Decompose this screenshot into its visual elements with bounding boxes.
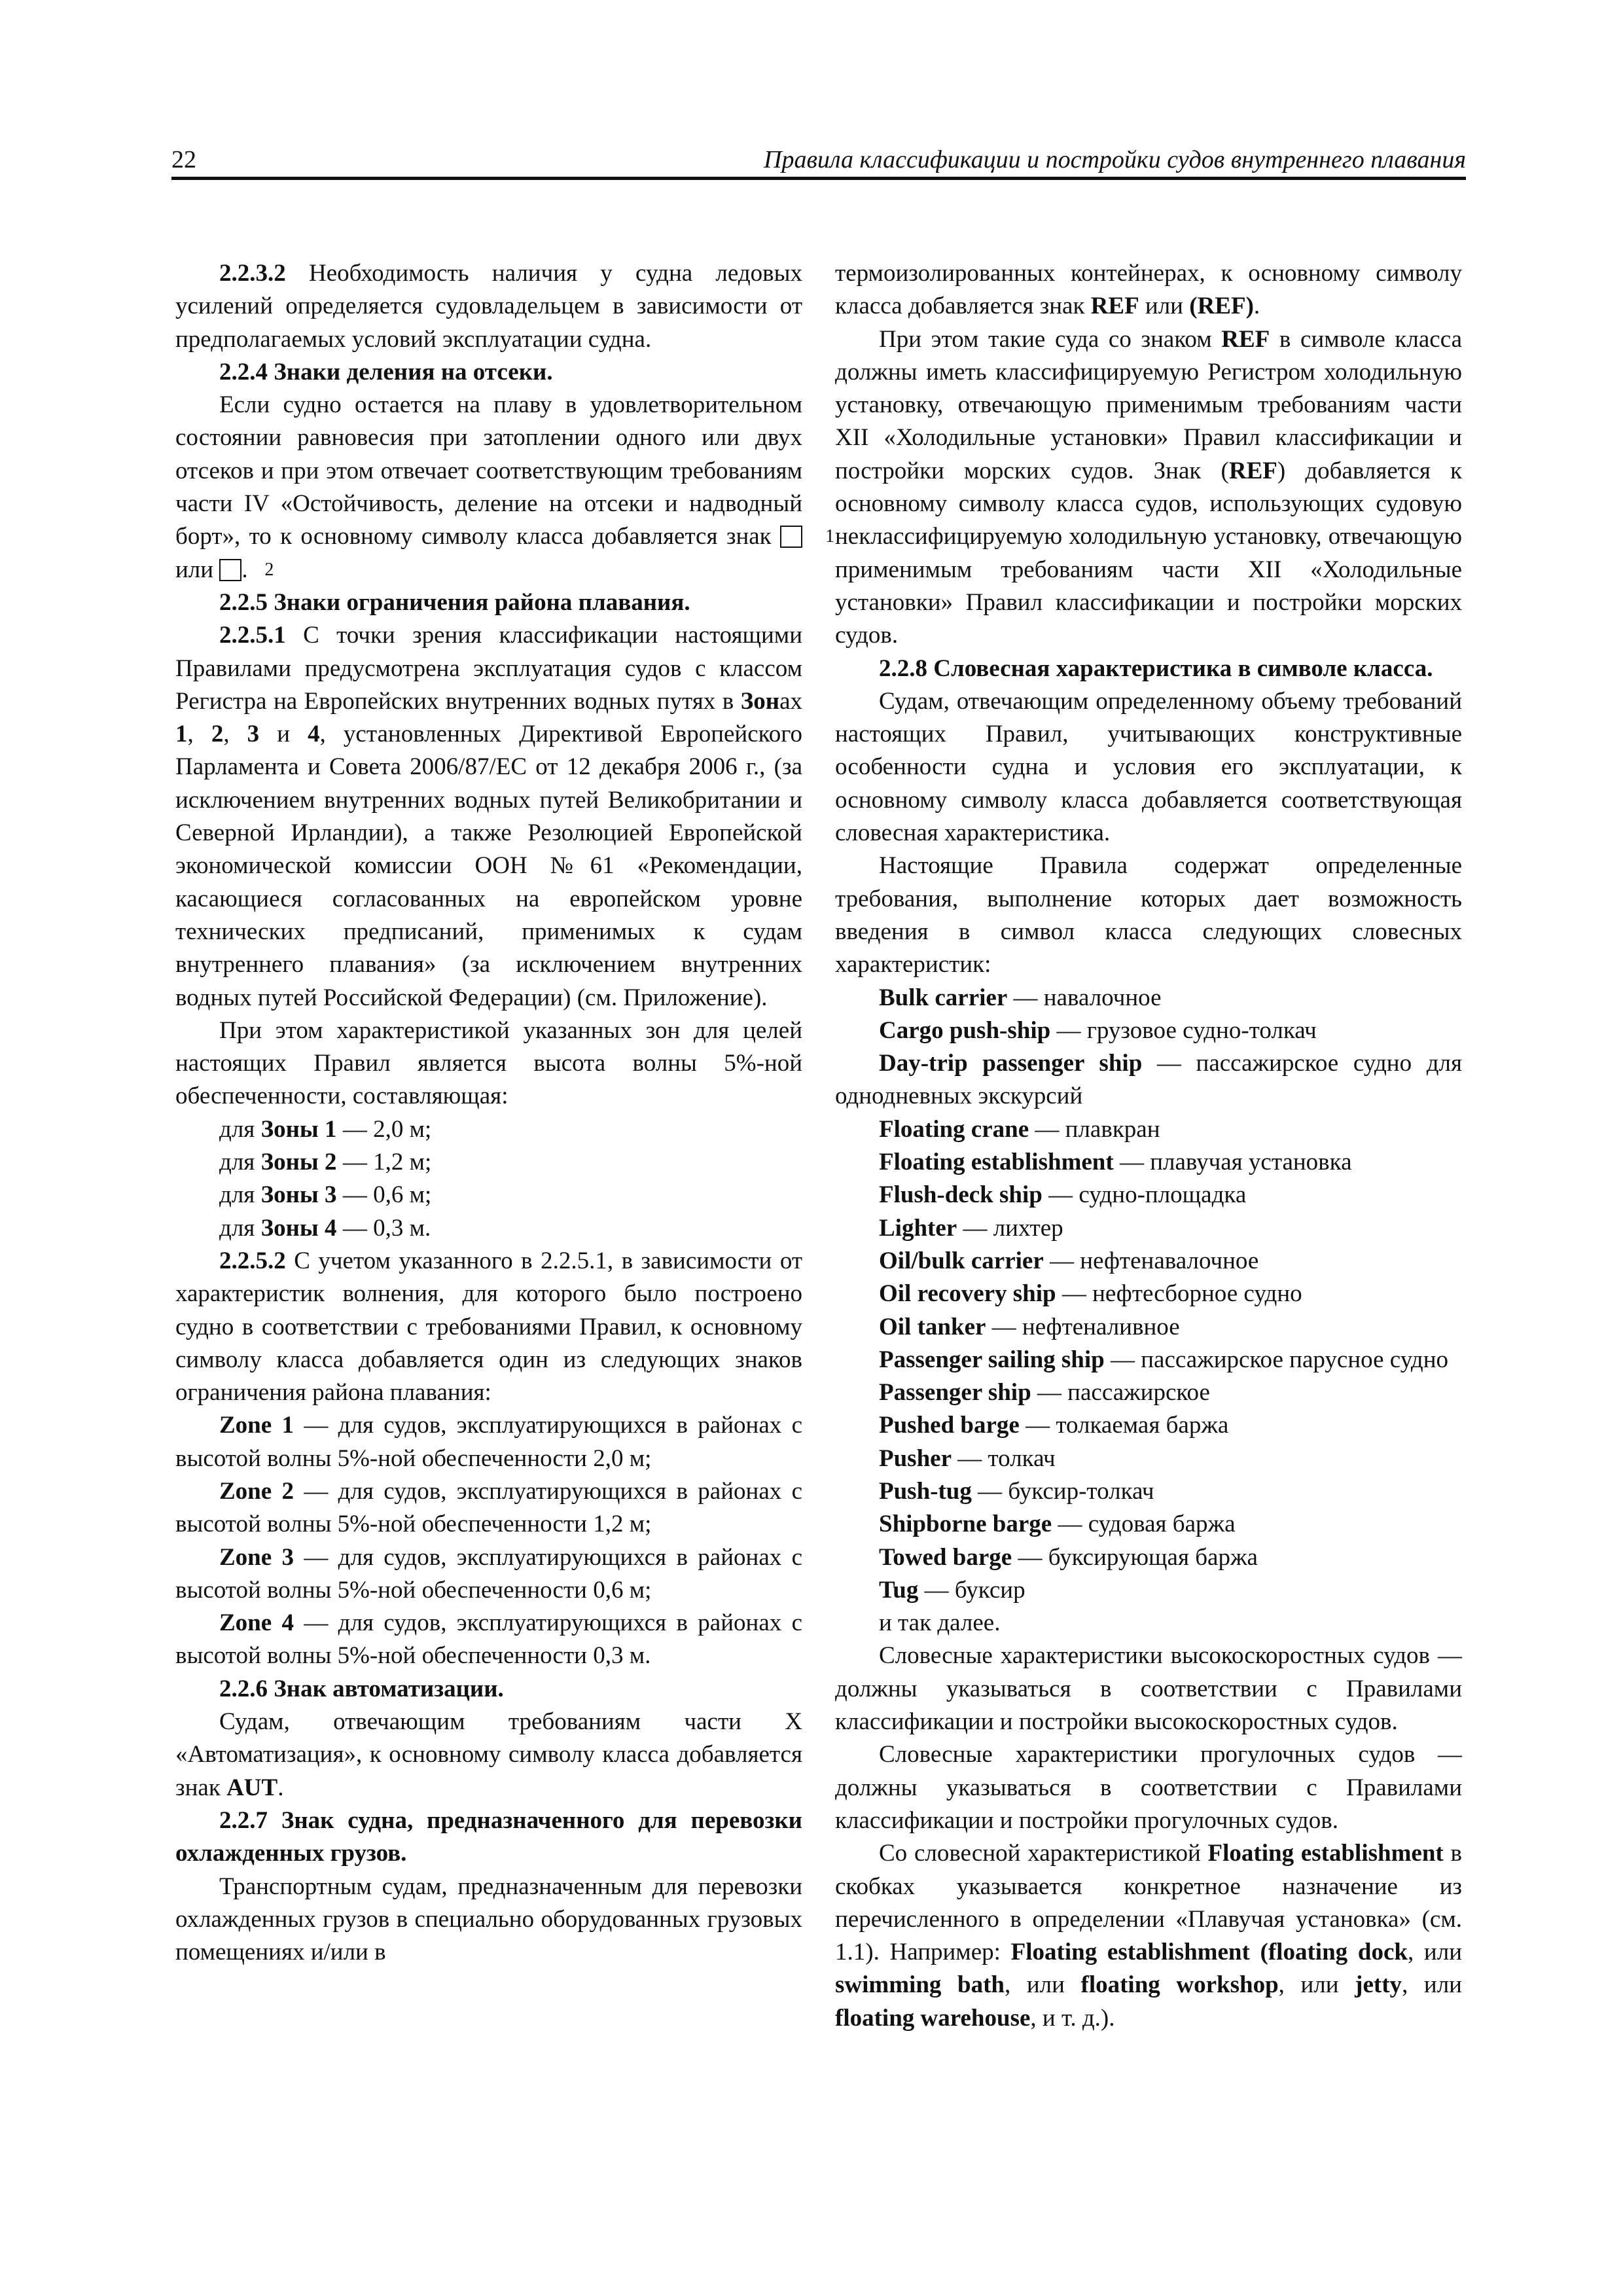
header-rule [171, 177, 1466, 180]
zone-list-item: для Зоны 2 — 1,2 м; [219, 1149, 432, 1176]
paragraph-2-2-8-b: Настоящие Правила содержат определенные требования, выполнение которых дает возможность введения в символ класса следующих словесных характеристик: [835, 852, 1462, 978]
notation-item [835, 1443, 1462, 1475]
notation-translation: — грузовое судно-толкач [1050, 1016, 1317, 1044]
notation-item [835, 1541, 1462, 1574]
notation-translation: — плавкран [1029, 1115, 1160, 1143]
right-column [835, 257, 1462, 2035]
notation-item [835, 1146, 1462, 1179]
notation-item [835, 1344, 1462, 1376]
notation-list [835, 982, 1462, 1607]
notation-item [835, 1409, 1462, 1442]
zone-mark-item: Zone 2 — для судов, эксплуатирующихся в районах с высотой волны 5%-ной обеспеченности 1,2 м; [175, 1477, 802, 1538]
compartment-sign-1: 1 [780, 526, 802, 548]
zone-list-item: для Зоны 4 — 0,3 м. [219, 1214, 431, 1242]
zone-list-item: для Зоны 1 — 2,0 м; [219, 1115, 432, 1143]
heading-2-2-4: 2.2.4 Знаки деления на отсеки. [219, 358, 553, 386]
notation-term: Passenger ship [879, 1379, 1031, 1407]
paragraph-2-2-5-1: 2.2.5.1 С точки зрения классификации настоящими Правилами предусмотрена эксплуатация судов с классом Регистра на Европейских внутренних водных путях в Зонах 1, 2, 3 и 4, установленных Директивой Европейского Парламента и Совета 2006/87/ЕС от 12 декабря 2006 г., (за исключением внутренних водных путей Великобритании и Северной Ирландии), а также Резолюцией Европейской экономической комиссии ООН №61 «Рекомендации, касающиеся согласованных на европейском уровне технических предписаний, применимых к судам внутреннего плавания» (за исключением внутренних водных путей Российской Федерации) (см. Приложение). [175, 622, 802, 1011]
notation-term: Floating establishment [879, 1149, 1114, 1176]
notation-term: Oil recovery ship [879, 1280, 1056, 1308]
zone-mark-item: Zone 3 — для судов, эксплуатирующихся в районах с высотой волны 5%-ной обеспеченности 0,6 м; [175, 1543, 802, 1604]
notation-translation: — нефтесборное судно [1056, 1280, 1302, 1308]
notation-translation: — толкач [952, 1444, 1056, 1472]
paragraph-wave-height: При этом характеристикой указанных зон для целей настоящих Правил является высота волны 5%-ной обеспеченности, составляющая: [175, 1016, 802, 1110]
notation-item [835, 1311, 1462, 1344]
notation-translation: — пассажирское [1031, 1379, 1210, 1407]
paragraph-floating-establishment: Со словесной характеристикой Floating establishment в скобках указывается конкретное назначение из перечисленного в определении «Плавучая установка» (см. 1.1). Например: Floating establishment (floating dock, или swimming bath, или floating workshop, или jetty, или floating warehouse, и т. д.). [835, 1840, 1462, 2032]
running-title: Правила классификации и постройки судов внутреннего плавания [764, 146, 1466, 173]
notation-translation: — лихтер [957, 1214, 1063, 1242]
notation-item [835, 1278, 1462, 1310]
notation-translation: — пассажирское парусное судно [1104, 1346, 1448, 1373]
zone-mark-item: Zone 1 — для судов, эксплуатирующихся в районах с высотой волны 5%-ной обеспеченности 2,0 м; [175, 1412, 802, 1472]
notation-term: Push-tug [879, 1477, 972, 1505]
paragraph-2-2-4: Если судно остается на плаву в удовлетворительном состоянии равновесия при затоплении одного или двух отсеков и при этом отвечает соответствующим требованиям части IV «Остойчивость, деление на отсеки и надводный борт», то к основному символу класса добавляется знак 1 или 2. [175, 391, 834, 583]
notation-item [835, 982, 1462, 1014]
notation-translation: — нефтеналивное [986, 1313, 1180, 1340]
paragraph-2-2-8-a: Судам, отвечающим определенному объему требований настоящих Правил, учитывающих конструктивные особенности судна и условия его эксплуатации, к основному символу класса добавляется соответствующая словесная характеристика. [835, 687, 1462, 847]
zone-mark-item: Zone 4 — для судов, эксплуатирующихся в районах с высотой волны 5%-ной обеспеченности 0,3 м. [175, 1609, 802, 1670]
paragraph-ref: При этом такие суда со знаком REF в символе класса должны иметь классифицируемую Регистром холодильную установку, отвечающую применимым требованиям части XII «Холодильные установки» Правил классификации и постройки морских судов. Знак (REF) добавляется к основному символу класса судов, использующих судовую неклассифицируемую холодильную установку, отвечающую применимым требованиям части XII «Холодильные установки» Правил классификации и постройки морских судов. [835, 325, 1462, 649]
notation-item [835, 1179, 1462, 1211]
notation-term: Pusher [879, 1444, 952, 1472]
notation-term: Oil/bulk carrier [879, 1247, 1044, 1274]
notation-term: Pushed barge [879, 1412, 1020, 1439]
paragraph-2-2-7-continued: термоизолированных контейнерах, к основному символу класса добавляется знак REF или (REF). [835, 260, 1462, 320]
compartment-sign-2: 2 [219, 559, 241, 581]
paragraph-2-2-5-2: 2.2.5.2 С учетом указанного в 2.2.5.1, в зависимости от характеристик волнения, для которого было построено судно в соответствии с требованиями Правил, к основному символу класса добавляется один из следующих знаков ограничения района плавания: [175, 1247, 802, 1407]
notation-item [835, 1245, 1462, 1278]
notation-item [835, 1014, 1462, 1047]
notation-item [835, 1113, 1462, 1146]
notation-term: Cargo push-ship [879, 1016, 1051, 1044]
notation-term: Passenger sailing ship [879, 1346, 1105, 1373]
paragraph-high-speed: Словесные характеристики высокоскоростных судов — должны указываться в соответствии с Правилами классификации и постройки высокоскоростных судов. [835, 1642, 1462, 1736]
paragraph-2-2-7: Транспортным судам, предназначенным для перевозки охлажденных грузов в специально оборудованных грузовых помещениях и/или в [175, 1873, 802, 1966]
notation-term: Day-trip passenger ship [879, 1050, 1143, 1077]
notation-item [835, 1475, 1462, 1508]
notation-item [835, 1047, 1462, 1113]
notation-translation: — толкаемая баржа [1019, 1412, 1229, 1439]
notation-translation: — судно-площадка [1042, 1181, 1247, 1209]
heading-2-2-7: 2.2.7 Знак судна, предназначенного для перевозки охлажденных грузов. [175, 1806, 802, 1867]
page-header [171, 145, 1466, 179]
zone-list-item: для Зоны 3 — 0,6 м; [219, 1181, 432, 1209]
notation-translation: — навалочное [1007, 984, 1162, 1011]
notation-translation: — плавучая установка [1113, 1149, 1352, 1176]
notation-term: Flush-deck ship [879, 1181, 1043, 1209]
notation-translation: — буксирующая баржа [1012, 1543, 1258, 1571]
notation-item [835, 1574, 1462, 1607]
notation-term: Tug [879, 1576, 919, 1604]
paragraph-2-2-3-2: 2.2.3.2 Необходимость наличия у судна ледовых усилений определяется судовладельцем в зависимости от предполагаемых условий эксплуатации судна. [175, 260, 802, 353]
notation-translation: — пассажирское судно для однодневных экскурсий [835, 1050, 1462, 1110]
left-column [175, 257, 834, 1969]
notation-item [835, 1508, 1462, 1541]
notation-translation: — судовая баржа [1052, 1511, 1236, 1538]
notation-item [835, 1376, 1462, 1409]
notation-term: Towed barge [879, 1543, 1012, 1571]
notation-term: Floating crane [879, 1115, 1029, 1143]
notation-term: Shipborne barge [879, 1511, 1052, 1538]
page-number: 22 [171, 146, 196, 173]
notation-translation: — буксир [918, 1576, 1026, 1604]
paragraph-2-2-6: Судам, отвечающим требованиям части X «Автоматизация», к основному символу класса добавляется знак AUT. [175, 1708, 802, 1801]
heading-2-2-8: 2.2.8 Словесная характеристика в символе класса. [879, 655, 1433, 682]
notation-translation: — буксир-толкач [971, 1477, 1154, 1505]
paragraph-pleasure-craft: Словесные характеристики прогулочных судов — должны указываться в соответствии с Правилами классификации и постройки прогулочных судов. [835, 1741, 1462, 1834]
heading-2-2-5: 2.2.5 Знаки ограничения района плавания. [219, 588, 690, 616]
notation-term: Oil tanker [879, 1313, 986, 1340]
heading-2-2-6: 2.2.6 Знак автоматизации. [219, 1675, 504, 1702]
notation-etc: и так далее. [879, 1609, 1001, 1637]
notation-translation: — нефтенавалочное [1043, 1247, 1259, 1274]
notation-term: Bulk carrier [879, 984, 1008, 1011]
notation-term: Lighter [879, 1214, 957, 1242]
notation-item [835, 1212, 1462, 1245]
